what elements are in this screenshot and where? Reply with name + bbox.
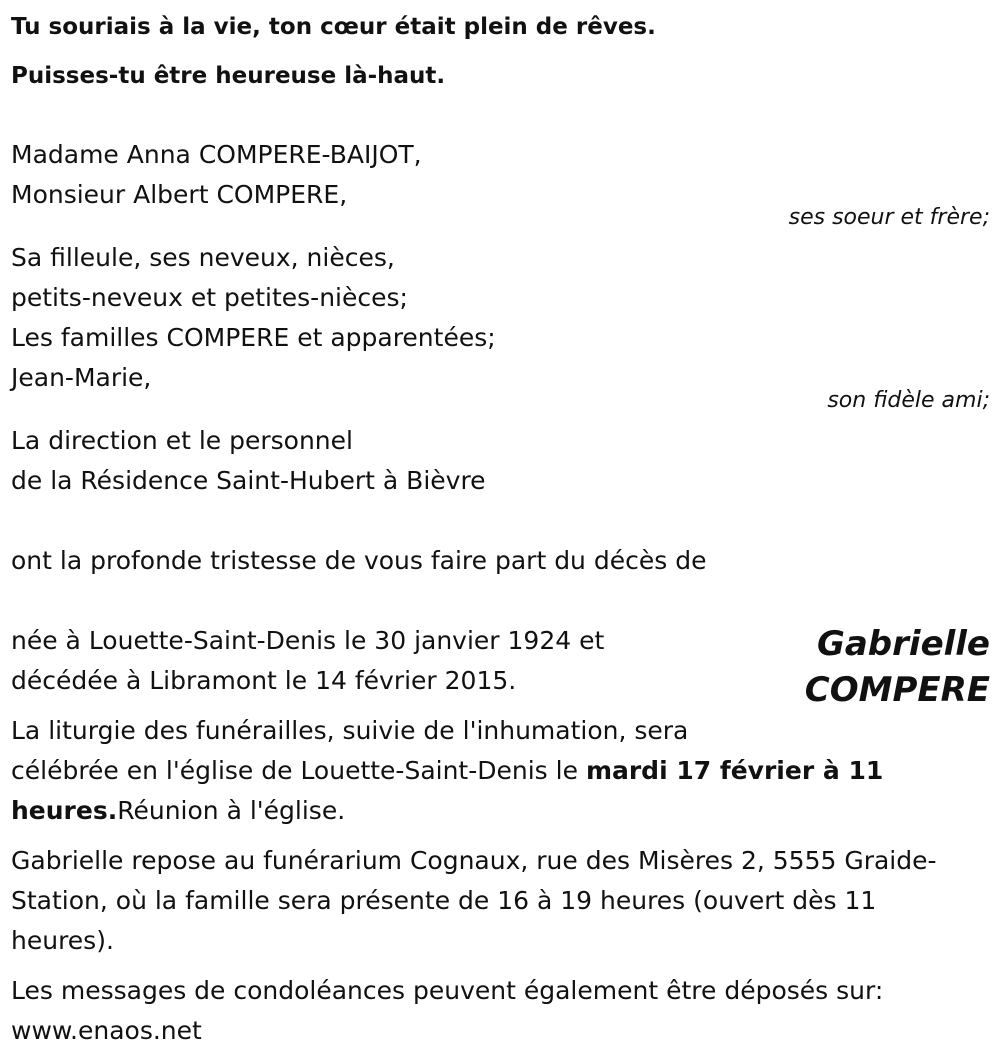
funeral-line-3-text: Réunion à l'église.	[117, 796, 346, 825]
deceased-first-name: Gabrielle	[816, 624, 990, 664]
funerarium-line-3: heures).	[11, 926, 114, 955]
family-line-3: Les familles COMPERE et apparentées;	[11, 323, 496, 352]
sibling-line-1: Madame Anna COMPERE-BAIJOT,	[11, 140, 422, 169]
residence-line-1: La direction et le personnel	[11, 426, 353, 455]
friend-role: son fidèle ami;	[827, 388, 990, 413]
funeral-line-1: La liturgie des funérailles, suivie de l'inhumation, sera	[11, 716, 689, 745]
family-line-1: Sa filleule, ses neveux, nièces,	[11, 243, 395, 272]
announcement-text: ont la profonde tristesse de vous faire part du décès de	[11, 546, 707, 575]
death-line: décédée à Libramont le 14 février 2015.	[11, 666, 517, 695]
siblings-role: ses soeur et frère;	[788, 205, 990, 230]
funerarium-line-2: Station, où la famille sera présente de 16 à 19 heures (ouvert dès 11	[11, 886, 877, 915]
funeral-date-bold: mardi 17 février à 11	[585, 756, 884, 785]
residence-line-2: de la Résidence Saint-Hubert à Bièvre	[11, 466, 486, 495]
friend-name: Jean-Marie,	[11, 363, 152, 392]
sibling-line-2: Monsieur Albert COMPERE,	[11, 180, 348, 209]
birth-line: née à Louette-Saint-Denis le 30 janvier 1924 et	[11, 626, 605, 655]
funerarium-line-1: Gabrielle repose au funérarium Cognaux, rue des Misères 2, 5555 Graide-	[11, 846, 937, 875]
funeral-hours-bold: heures.	[11, 796, 118, 825]
condolences-line-1: Les messages de condoléances peuvent également être déposés sur:	[11, 976, 884, 1005]
condolences-website: www.enaos.net	[11, 1016, 202, 1045]
deceased-last-name: COMPERE	[804, 670, 990, 710]
verse-line-2: Puisses-tu être heureuse là-haut.	[11, 63, 446, 89]
funeral-line-2	[11, 751, 883, 791]
verse-line-1: Tu souriais à la vie, ton cœur était plein de rêves.	[11, 14, 656, 40]
family-line-2: petits-neveux et petites-nièces;	[11, 283, 408, 312]
funeral-line-3	[11, 791, 345, 831]
funeral-line-2-text: célébrée en l'église de Louette-Saint-Denis le	[11, 756, 586, 785]
